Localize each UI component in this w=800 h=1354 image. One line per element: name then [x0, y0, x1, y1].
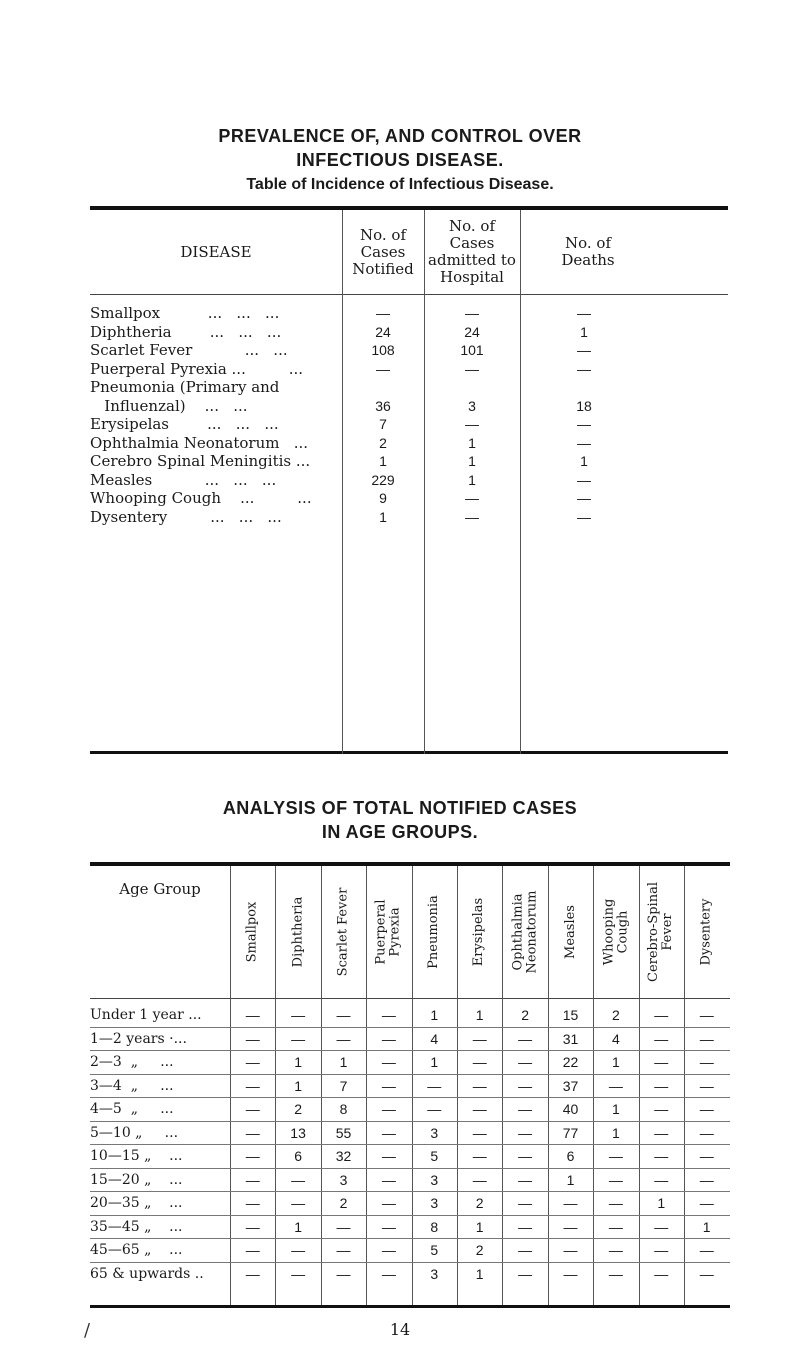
age-cell: —: [608, 1265, 623, 1282]
age-cell: —: [699, 1148, 714, 1164]
column-header-label: Smallpox: [244, 901, 260, 963]
age-cell: —: [699, 1054, 714, 1070]
age-cell: —: [381, 1171, 396, 1188]
column-header-label: Dysentery: [698, 898, 714, 966]
age-cell: 3: [430, 1265, 439, 1282]
cell-deaths: 18: [576, 397, 592, 414]
cell-deaths: —: [577, 342, 591, 358]
header-notified: No. of Cases Notified: [352, 225, 414, 278]
age-cell: 1: [611, 1054, 620, 1070]
cell-admitted: —: [465, 508, 479, 525]
column-header: [457, 866, 502, 998]
age-group-label: 15—20 „ ...: [90, 1171, 183, 1188]
age-cell: —: [336, 1265, 351, 1282]
age-cell: 55: [335, 1124, 352, 1141]
cell-admitted: 1: [468, 471, 476, 488]
age-group-label: 5—10 „ ...: [90, 1124, 179, 1141]
age-cell: —: [381, 1030, 396, 1047]
age-cell: 13: [290, 1124, 306, 1141]
cell-admitted: 101: [460, 342, 484, 358]
header-disease: DISEASE: [180, 242, 252, 261]
cell-notified: 36: [375, 397, 391, 414]
age-cell: —: [518, 1101, 533, 1117]
cell-deaths: —: [577, 305, 591, 321]
column-header: [321, 866, 366, 998]
age-cell: —: [563, 1265, 578, 1282]
age-group-label: 10—15 „ ...: [90, 1148, 183, 1164]
age-cell: —: [608, 1218, 623, 1235]
column-header-label: Pneumonia: [426, 895, 442, 969]
age-cell: 22: [562, 1054, 579, 1070]
age-cell: —: [381, 1242, 396, 1258]
table-row: [90, 360, 728, 379]
age-cell: 1: [566, 1171, 575, 1188]
age-cell: —: [518, 1171, 533, 1188]
age-cell: —: [472, 1124, 487, 1141]
age-cell: —: [245, 1077, 260, 1094]
header-age-group: Age Group: [119, 880, 201, 898]
cell-admitted: 3: [468, 397, 476, 414]
table-row: [90, 1239, 730, 1263]
age-cell: —: [381, 1195, 396, 1211]
age-cell: 37: [562, 1077, 579, 1094]
cell-notified: 1: [379, 508, 387, 525]
age-group-label: 20—35 „ ...: [90, 1195, 183, 1211]
column-header: [593, 866, 638, 998]
cell-notified: 2: [379, 434, 387, 451]
age-cell: 3: [430, 1195, 439, 1211]
age-cell: —: [608, 1242, 623, 1258]
table-row: [90, 1169, 730, 1193]
cell-notified: 7: [379, 416, 387, 432]
age-cell: —: [381, 1124, 396, 1141]
table-row: [90, 341, 728, 360]
column-header: [684, 866, 729, 998]
age-cell: —: [654, 1265, 669, 1282]
table-row: [90, 471, 728, 490]
age-cell: —: [654, 1101, 669, 1117]
age-cell: —: [427, 1101, 442, 1117]
age-cell: —: [472, 1148, 487, 1164]
table-row: [90, 452, 728, 471]
age-cell: —: [336, 1218, 351, 1235]
age-cell: —: [608, 1171, 623, 1188]
age-cell: —: [518, 1030, 533, 1047]
age-group-label: 45—65 „ ...: [90, 1242, 183, 1258]
table-row: [90, 378, 728, 415]
column-header-label: Whooping Cough: [600, 898, 630, 966]
age-cell: 2: [339, 1195, 348, 1211]
table-header-rule: [90, 294, 728, 295]
age-cell: —: [427, 1077, 442, 1094]
column-header: [412, 866, 457, 998]
table-bottom-rule: [90, 1305, 730, 1308]
column-header: [366, 866, 411, 998]
age-cell: —: [518, 1218, 533, 1235]
age-cell: —: [518, 1148, 533, 1164]
table-row: [90, 508, 728, 527]
age-cell: —: [381, 1007, 396, 1023]
age-cell: —: [654, 1171, 669, 1188]
cell-notified: 9: [379, 490, 387, 506]
age-cell: 1: [611, 1101, 620, 1117]
age-cell: —: [518, 1077, 533, 1094]
disease-name: Scarlet Fever ... ...: [90, 341, 288, 359]
column-header-label: Cerebro-Spinal Fever: [646, 882, 676, 982]
age-cell: 3: [339, 1171, 348, 1188]
age-cell: —: [336, 1007, 351, 1023]
cell-admitted: 1: [468, 434, 476, 451]
age-cell: —: [291, 1265, 306, 1282]
age-cell: —: [518, 1124, 533, 1141]
table-row: [90, 415, 728, 434]
age-cell: 40: [562, 1101, 579, 1117]
table-row: [90, 1051, 730, 1075]
column-header: [639, 866, 684, 998]
age-cell: —: [381, 1148, 396, 1164]
age-cell: 1: [611, 1124, 620, 1141]
table-row: [90, 434, 728, 453]
header-deaths: No. of Deaths: [561, 234, 615, 269]
age-cell: 4: [611, 1030, 620, 1047]
age-cell: —: [245, 1124, 260, 1141]
cell-admitted: —: [465, 360, 479, 377]
cell-admitted: 24: [464, 323, 480, 340]
age-cell: 7: [339, 1077, 348, 1094]
age-cell: 3: [430, 1171, 439, 1188]
table-row: [90, 1216, 730, 1240]
age-cell: 2: [475, 1195, 484, 1211]
age-cell: —: [518, 1242, 533, 1258]
age-cell: 1: [294, 1218, 302, 1235]
age-cell: —: [336, 1030, 351, 1047]
cell-admitted: 1: [468, 453, 476, 469]
cell-notified: —: [376, 305, 390, 321]
age-cell: —: [245, 1218, 260, 1235]
cell-notified: —: [376, 360, 390, 377]
age-cell: —: [699, 1124, 714, 1141]
age-group-label: 1—2 years ·...: [90, 1030, 187, 1047]
disease-name: Puerperal Pyrexia ... ...: [90, 359, 304, 378]
age-group-table: [90, 862, 730, 1308]
age-cell: 1: [475, 1007, 484, 1023]
cell-deaths: —: [577, 508, 591, 525]
age-cell: —: [381, 1265, 396, 1282]
column-header-label: Diphtheria: [290, 896, 306, 968]
disease-name: Cerebro Spinal Meningitis ...: [90, 452, 311, 470]
column-header: [275, 866, 320, 998]
age-group-label: Under 1 year ...: [90, 1007, 202, 1023]
age-cell: —: [654, 1124, 669, 1141]
disease-name: Ophthalmia Neonatorum ...: [90, 433, 309, 452]
age-cell: —: [608, 1077, 623, 1094]
age-cell: 15: [562, 1007, 579, 1023]
age-cell: 1: [475, 1218, 484, 1235]
age-cell: —: [472, 1054, 487, 1070]
cell-notified: 1: [379, 453, 387, 469]
age-cell: —: [654, 1007, 669, 1023]
age-cell: 6: [566, 1148, 575, 1164]
age-cell: —: [472, 1030, 487, 1047]
incidence-table-title: Table of Incidence of Infectious Disease.: [246, 176, 554, 193]
age-cell: —: [245, 1195, 260, 1211]
table-row: [90, 1145, 730, 1169]
table-row: [90, 1075, 730, 1099]
cell-deaths: —: [577, 434, 591, 451]
cell-admitted: —: [465, 416, 479, 432]
cell-deaths: —: [577, 471, 591, 488]
disease-name: Whooping Cough ... ...: [90, 489, 312, 507]
age-group-label: 3—4 „ ...: [90, 1077, 174, 1094]
age-cell: 1: [475, 1265, 484, 1282]
age-cell: —: [245, 1007, 260, 1023]
age-cell: —: [518, 1265, 533, 1282]
cell-notified: 229: [371, 471, 395, 488]
age-group-label: 4—5 „ ...: [90, 1101, 174, 1117]
cell-deaths: 1: [580, 453, 588, 469]
age-cell: 2: [475, 1242, 484, 1258]
age-cell: —: [381, 1218, 396, 1235]
age-cell: —: [336, 1242, 351, 1258]
age-group-label: 65 & upwards ..: [90, 1265, 204, 1282]
age-cell: —: [654, 1242, 669, 1258]
page-number: 14: [389, 1320, 411, 1339]
cell-admitted: —: [465, 305, 479, 321]
age-cell: —: [699, 1195, 714, 1211]
age-cell: —: [518, 1054, 533, 1070]
age-cell: 1: [657, 1195, 666, 1211]
age-cell: —: [699, 1101, 714, 1117]
age-cell: —: [291, 1007, 306, 1023]
table-header-rule: [90, 998, 730, 999]
column-header: [502, 866, 547, 998]
age-cell: —: [563, 1242, 578, 1258]
age-cell: 31: [562, 1030, 579, 1047]
disease-name: Dysentery ... ... ...: [90, 507, 282, 526]
age-cell: —: [654, 1148, 669, 1164]
age-cell: —: [699, 1007, 714, 1023]
age-cell: 8: [430, 1218, 439, 1235]
age-group-label: 35—45 „ ...: [90, 1218, 183, 1235]
age-cell: —: [291, 1030, 306, 1047]
table-row: [90, 323, 728, 342]
margin-mark: /: [84, 1320, 91, 1341]
age-cell: —: [245, 1242, 260, 1258]
age-cell: —: [245, 1171, 260, 1188]
age-cell: 3: [430, 1124, 439, 1141]
age-cell: —: [654, 1030, 669, 1047]
age-cell: 6: [294, 1148, 302, 1164]
age-cell: —: [699, 1265, 714, 1282]
age-cell: —: [699, 1077, 714, 1094]
table-row: [90, 1004, 730, 1028]
age-cell: 1: [339, 1054, 348, 1070]
table-row: [90, 1122, 730, 1146]
cell-deaths: —: [577, 490, 591, 506]
age-cell: 8: [339, 1101, 348, 1117]
age-cell: —: [381, 1077, 396, 1094]
age-cell: —: [699, 1242, 714, 1258]
age-cell: —: [699, 1171, 714, 1188]
table-row: [90, 1028, 730, 1052]
disease-name: Erysipelas ... ... ...: [90, 415, 279, 433]
age-cell: —: [472, 1077, 487, 1094]
age-cell: —: [381, 1054, 396, 1070]
age-cell: —: [654, 1077, 669, 1094]
age-cell: 5: [430, 1148, 439, 1164]
column-header-label: Measles: [562, 905, 578, 959]
disease-name: Smallpox ... ... ...: [90, 304, 280, 322]
column-header: [230, 866, 275, 998]
table-row: [90, 304, 728, 323]
column-header-label: Scarlet Fever: [335, 887, 351, 977]
age-cell: 2: [294, 1101, 302, 1117]
incidence-table: [90, 206, 728, 754]
cell-deaths: —: [577, 360, 591, 377]
age-group-label: 2—3 „ ...: [90, 1054, 174, 1070]
table-row: [90, 1192, 730, 1216]
age-cell: —: [291, 1195, 306, 1211]
age-cell: —: [608, 1148, 623, 1164]
column-header-label: Ophthalmia Neonatorum: [510, 890, 540, 974]
analysis-title-line2: IN AGE GROUPS.: [321, 822, 479, 842]
incidence-table-body: [90, 304, 728, 526]
age-cell: —: [563, 1218, 578, 1235]
disease-name: Diphtheria ... ... ...: [90, 322, 282, 341]
age-cell: 1: [294, 1077, 302, 1094]
age-cell: —: [699, 1030, 714, 1047]
age-cell: 1: [294, 1054, 302, 1070]
age-cell: —: [608, 1195, 623, 1211]
age-cell: —: [291, 1171, 306, 1188]
age-cell: —: [472, 1171, 487, 1188]
age-cell: —: [245, 1265, 260, 1282]
column-header-label: Erysipelas: [471, 897, 487, 967]
cell-deaths: 1: [580, 323, 588, 340]
cell-notified: 108: [371, 342, 395, 358]
page-title-line2: INFECTIOUS DISEASE.: [296, 150, 504, 170]
age-cell: —: [654, 1218, 669, 1235]
age-cell: —: [381, 1101, 396, 1117]
age-cell: —: [472, 1101, 487, 1117]
age-cell: —: [245, 1148, 260, 1164]
age-cell: 2: [521, 1007, 529, 1023]
age-cell: 2: [611, 1007, 620, 1023]
cell-deaths: —: [577, 416, 591, 432]
age-cell: 5: [430, 1242, 439, 1258]
column-header-label: Puerperal Pyrexia: [373, 899, 403, 965]
cell-notified: 24: [375, 323, 391, 340]
age-cell: —: [245, 1054, 260, 1070]
age-cell: 32: [335, 1148, 352, 1164]
table-row: [90, 1263, 730, 1286]
age-cell: 77: [562, 1124, 579, 1141]
age-cell: —: [245, 1030, 260, 1047]
age-cell: 1: [430, 1007, 439, 1023]
cell-admitted: —: [465, 490, 479, 506]
page-title-line1: PREVALENCE OF, AND CONTROL OVER: [218, 126, 582, 146]
disease-name: Measles ... ... ...: [90, 470, 277, 489]
analysis-title-line1: ANALYSIS OF TOTAL NOTIFIED CASES: [222, 798, 578, 818]
table-row: [90, 1098, 730, 1122]
disease-name: Pneumonia (Primary and Influenzal) ... ...: [90, 378, 280, 415]
age-cell: —: [654, 1054, 669, 1070]
header-admitted: No. of Cases admitted to Hospital: [428, 217, 516, 286]
age-cell: —: [245, 1101, 260, 1117]
table-bottom-rule: [90, 751, 728, 754]
age-cell: —: [291, 1242, 306, 1258]
age-table-body: [90, 1004, 730, 1285]
age-cell: —: [563, 1195, 578, 1211]
age-cell: 4: [430, 1030, 439, 1047]
age-cell: —: [518, 1195, 533, 1211]
column-header: [548, 866, 593, 998]
table-row: [90, 489, 728, 508]
age-cell: 1: [430, 1054, 439, 1070]
age-cell: 1: [702, 1218, 711, 1235]
